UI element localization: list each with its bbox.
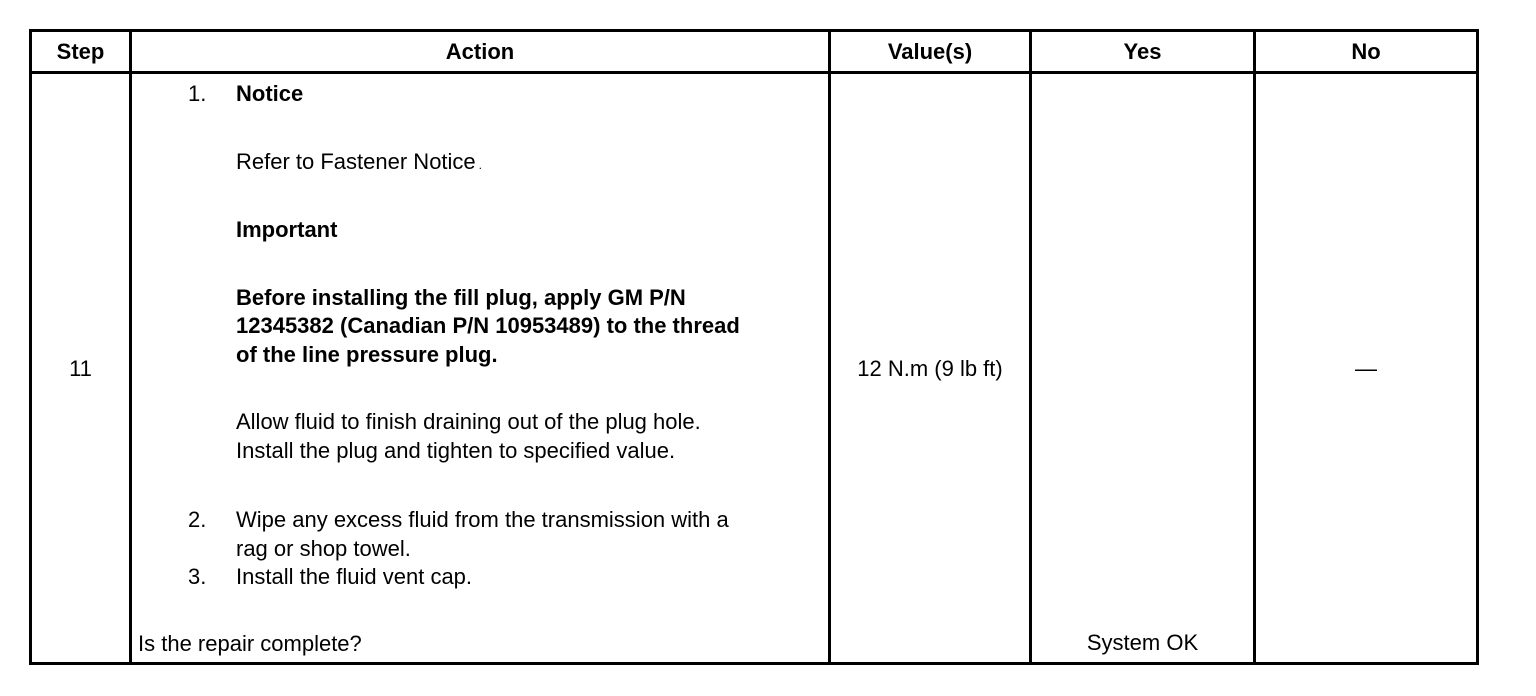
item-number-2: 2. [188,507,207,532]
column-divider [828,32,831,662]
header-action: Action [445,38,515,64]
item-number-3: 3. [188,564,207,589]
step-number: 11 [69,356,92,381]
instruction-line-2: Install the plug and tighten to specified value. [236,438,676,463]
item-number-1: 1. [188,81,207,106]
important-line-2: 12345382 (Canadian P/N 10953489) to the thread [236,313,740,338]
notice-title: Notice [236,81,304,106]
important-line-1: Before installing the fill plug, apply GM P/N [236,285,686,310]
column-divider [1253,32,1256,662]
value-cell: 12 N.m (9 lb ft) [857,356,1003,381]
column-divider [1029,32,1032,662]
header-step: Step [56,38,105,64]
notice-text [236,148,482,179]
notice-reference: Refer to Fastener Notice [236,149,476,174]
header-divider [32,71,1476,74]
item-2-line-2: rag or shop towel. [236,536,411,561]
question-text: Is the repair complete? [138,631,362,656]
no-cell: — [1355,356,1377,381]
header-values: Value(s) [887,38,973,64]
header-no: No [1351,38,1381,64]
instruction-line-1: Allow fluid to finish draining out of the plug hole. [236,409,701,434]
notice-period: . [478,158,483,172]
yes-cell: System OK [1086,630,1199,655]
diagnostic-table [29,29,1479,665]
header-yes: Yes [1123,38,1162,64]
item-2-line-1: Wipe any excess fluid from the transmission with a [236,507,729,532]
important-line-3: of the line pressure plug. [236,342,498,367]
column-divider [129,32,132,662]
important-title: Important [236,217,338,242]
item-3-text: Install the fluid vent cap. [236,564,473,589]
